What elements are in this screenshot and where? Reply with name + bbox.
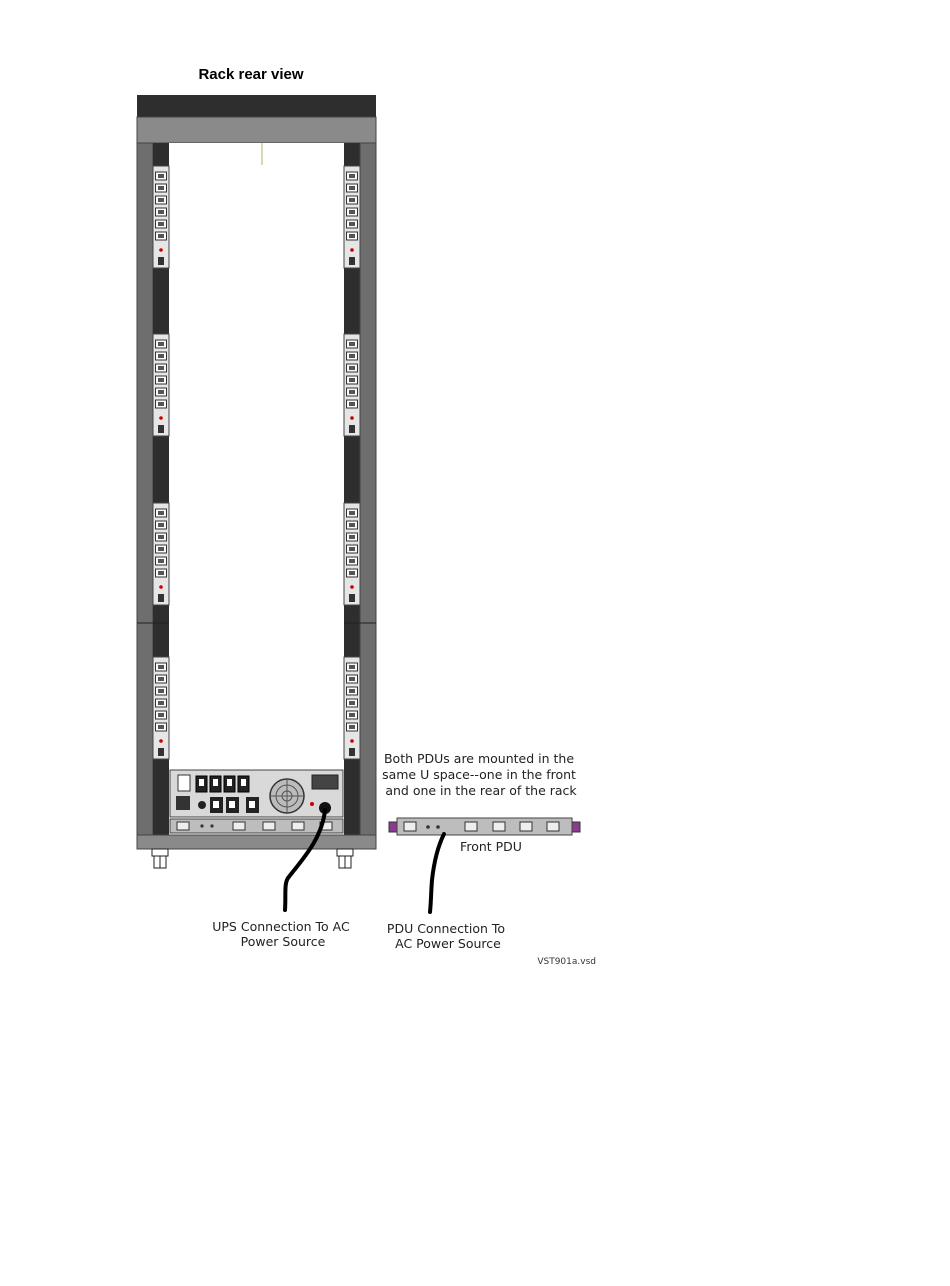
pdu-note-line-2: same U space--one in the front xyxy=(382,767,576,782)
left-caster xyxy=(152,849,168,868)
rack-right-post xyxy=(360,143,376,835)
pdu-connection-line-1: PDU Connection To xyxy=(386,921,506,936)
outlet-strip-right-2 xyxy=(344,334,360,436)
outlet-strip-left-4 xyxy=(153,657,169,759)
ups-connection-label xyxy=(212,919,353,949)
ups-connection-line-2: Power Source xyxy=(240,934,326,949)
rack xyxy=(137,95,376,868)
front-pdu xyxy=(389,818,580,835)
pdu-note xyxy=(382,751,580,798)
pdu-note-line-3: and one in the rear of the rack xyxy=(385,783,577,798)
outlet-strip-right-1 xyxy=(344,166,360,268)
right-caster xyxy=(337,849,353,868)
rack-left-post xyxy=(137,143,153,835)
outlet-strip-right-3 xyxy=(344,503,360,605)
outlet-strip-left-3 xyxy=(153,503,169,605)
outlet-strip-left-2 xyxy=(153,334,169,436)
rack-top-cap xyxy=(137,95,376,117)
rack-interior xyxy=(169,143,344,768)
pdu-note-line-1: Both PDUs are mounted in the xyxy=(383,751,575,766)
file-code: VST901a.vsd xyxy=(537,957,596,967)
outlet-strip-right-4 xyxy=(344,657,360,759)
rack-bottom-rail xyxy=(137,835,376,849)
ups-connection-line-1: UPS Connection To AC xyxy=(212,919,350,934)
rack-top-rail xyxy=(137,117,376,143)
front-pdu-label: Front PDU xyxy=(460,839,522,854)
ups-rear-panel xyxy=(170,770,343,817)
outlet-strip-left-1 xyxy=(153,166,169,268)
pdu-power-cable xyxy=(430,834,444,912)
rear-pdu xyxy=(170,819,343,833)
pdu-connection-line-2: AC Power Source xyxy=(395,936,501,951)
diagram-title: Rack rear view xyxy=(198,66,304,83)
pdu-connection-label xyxy=(387,921,509,951)
